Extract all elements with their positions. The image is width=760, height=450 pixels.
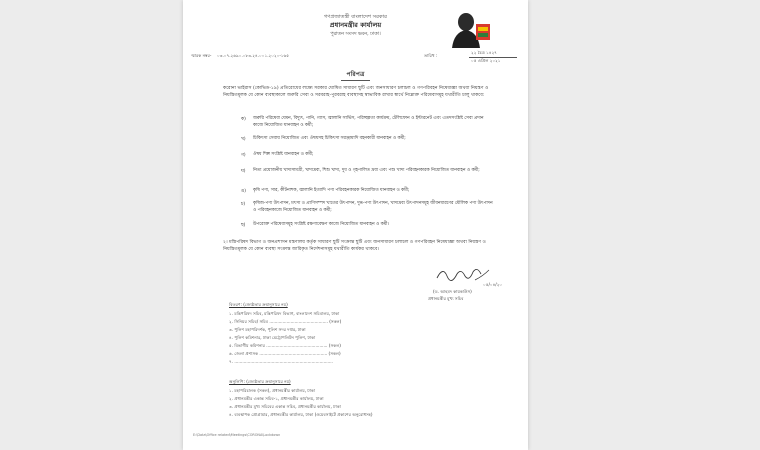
office-name: প্রধানমন্ত্রীর কার্যালয় [329, 21, 382, 29]
paragraph-two: ২। মন্ত্রিপরিষদ বিভাগ ও জনপ্রশাসন মন্ত্রণালয় কর্তৃক সাধারণ ছুটি সংক্রান্ত ছুটি এবং জনসাধারণ চলাচল ও গণপরিবহন নিষেধাজ্ঞা অথবা নিয়ন্ত্রণ ও নিয়ন্ত্রিতমূলক যে কোন ব্যবস্থা সংক্রান্ত জারিকৃত নির্দেশনাসমূহ যথারীতি কার্যকর থাকবে। [223, 240, 486, 252]
mujib-portrait-logo [446, 8, 492, 48]
item-number: খ) [241, 137, 246, 142]
title-underline [341, 80, 370, 81]
office-address: পুরাতন সংসদ ভবন, ঢাকা। [330, 32, 381, 37]
item-text: নিত্য প্রয়োজনীয় খাদ্যসামগ্রী, খাদ্যদ্রব্য, শিশু খাদ্য, দুধ ও গৃহপালিত দ্রব্য এবং পশু খাদ্য পরিবহনকারক নিয়োজিত যানবাহন ও কর্মী; [253, 168, 480, 173]
copy-item: ২. প্রধানমন্ত্রীর একান্ত সচিব-১, প্রধানমন্ত্রীর কার্যালয়, ঢাকা [229, 396, 324, 401]
date-english: ০৫ এপ্রিল ২০২১ [471, 58, 501, 63]
item-text: ঔষধ শিল্প সংশ্লিষ্ট যানবাহন ও কর্মী; [253, 152, 314, 157]
distribution-item: ৬. জেলা প্রশাসক ................................................... (সকল) [229, 351, 341, 356]
item-text: জরুরি পরিষেবা যেমন, বিদ্যুৎ, পানি, গ্যাস, জ্বালানি সার্ভিস, পরিচ্ছন্নতা কার্যক্রম, টেলিফোন ও ইন্টারনেট এবং এতদসংশ্লিষ্ট সেবা প্রদান কাজে নিয়োজিত যানবাহন ও কর্মী; [253, 116, 484, 128]
document-page [183, 0, 528, 450]
date-bangla: ২২ চৈত্র ১৪২৭ [471, 50, 498, 55]
memo-label: স্মারক নম্বর- [191, 53, 212, 58]
item-number: ঙ) [241, 189, 246, 194]
distribution-item: ২. সিনিয়র সচিব/ সচিব ............................................ (সকল) [229, 319, 342, 324]
copy-heading: অনুলিপি: (জ্যেষ্ঠতার ক্রমানুসারে নয়) [229, 379, 291, 384]
signatory-designation: প্রধানমন্ত্রীর মুখ্য সচিব [428, 296, 464, 301]
distribution-item: ৫. বিভাগীয় কমিশনার .............................................. (সকল) [229, 343, 341, 348]
item-number: চ) [241, 202, 246, 207]
distribution-item: ৪. পুলিশ কমিশনার, ঢাকা মেট্রোপলিটন পুলিশ, ঢাকা [229, 335, 316, 340]
document-title: পরিপত্র [346, 71, 365, 78]
intro-paragraph: করোনা ভাইরাস (কোভিড-১৯) প্রতিরোধের লক্ষ্যে সরকার ঘোষিত সাধারণ ছুটি এবং জনসাধারণ চলাচল ও গণপরিবহন নিষেধাজ্ঞা অথবা নিয়ন্ত্রণ ও নিয়ন্ত্রিতমূলক যে কোন ব্যবস্থাকালে জরুরি সেবা ও সরবরাহ-পুরবরাহ ব্যবস্থাসহ স্বাভাবিক রাখার স্বার্থে নিম্নোক্ত পরিষেবাসমূহ যথারীতি চালু থাকবে: [223, 86, 489, 98]
item-number: ঘ) [241, 169, 246, 174]
distribution-heading: বিতরণ: (জ্যেষ্ঠতার ক্রমানুসারে নয়) [229, 302, 288, 307]
signature-date: ০৫/০৪/২০ [483, 282, 503, 287]
item-text: উপরোক্ত পরিষেবাসমূহ সংশ্লিষ্ট রক্ষণাবেক্ষণ কাজে নিয়োজিত যানবাহন ও কর্মী। [253, 222, 389, 227]
distribution-item: ১. মন্ত্রিপরিষদ সচিব, মন্ত্রিপরিষদ বিভাগ, বাংলাদেশ সচিবালয়, ঢাকা [229, 311, 340, 316]
date-label: তারিখ : [424, 53, 438, 58]
memo-number: ০৩.০৭.২৬৯০.০৮৩.২৪.০০১.২০২০-১৬৫ [217, 53, 290, 58]
signatory-name: (ড. আহমদ কায়কাউস) [433, 289, 472, 294]
copy-item: ৪. ব্যবস্থাপক প্রোগ্রামার, প্রধানমন্ত্রীর কার্যালয়, ঢাকা (ওয়েবসাইটে প্রকাশের অনুরোধসহ) [229, 412, 373, 417]
item-text: কৃষিজ-পণ্য উৎপাদন, মৎস্য ও প্রাণিসম্পদ খাতের উৎপাদন, দুগ্ধ-পণ্য উৎপাদন, খাদ্যদ্রব্য উৎপাদনসমূহ জীবনধারণের মৌলিক পণ্য উৎপাদন ও পরিবহনকাজে নিয়োজিত যানবাহন ও কর্মী; [253, 201, 493, 213]
item-number: ছ) [241, 223, 246, 228]
distribution-item: ৩. পুলিশ মহাপরিদর্শক, পুলিশ সদর দপ্তর, ঢাকা [229, 327, 306, 332]
government-name: গণপ্রজাতন্ত্রী বাংলাদেশ সরকার [324, 14, 387, 20]
distribution-item: ৭. .......................................................................... [229, 359, 333, 364]
item-text: চিকিৎসা সেবায় নিয়োজিত এবং ঔষধসহ চিকিৎসা সরঞ্জামাদি বহনকারী যানবাহন ও কর্মী; [253, 136, 406, 141]
copy-item: ১. মহাপরিচালক (সকল), প্রধানমন্ত্রীর কার্যালয়, ঢাকা [229, 388, 316, 393]
item-number: ক) [241, 117, 246, 122]
file-path-footer: E:\Data\Office related\Meetings\CORONA\Lockdown [193, 433, 281, 437]
copy-item: ৩. প্রধানমন্ত্রীর মুখ্য সচিবের একান্ত সচিব, প্রধানমন্ত্রীর কার্যালয়, ঢাকা [229, 404, 341, 409]
item-number: গ) [241, 153, 246, 158]
item-text: কৃষি পণ্য, সার, কীটনাশক, জ্বালানি ইত্যাদি পণ্য পরিবহনকারক নিয়োজিত যানবাহন ও কর্মী; [253, 188, 410, 193]
